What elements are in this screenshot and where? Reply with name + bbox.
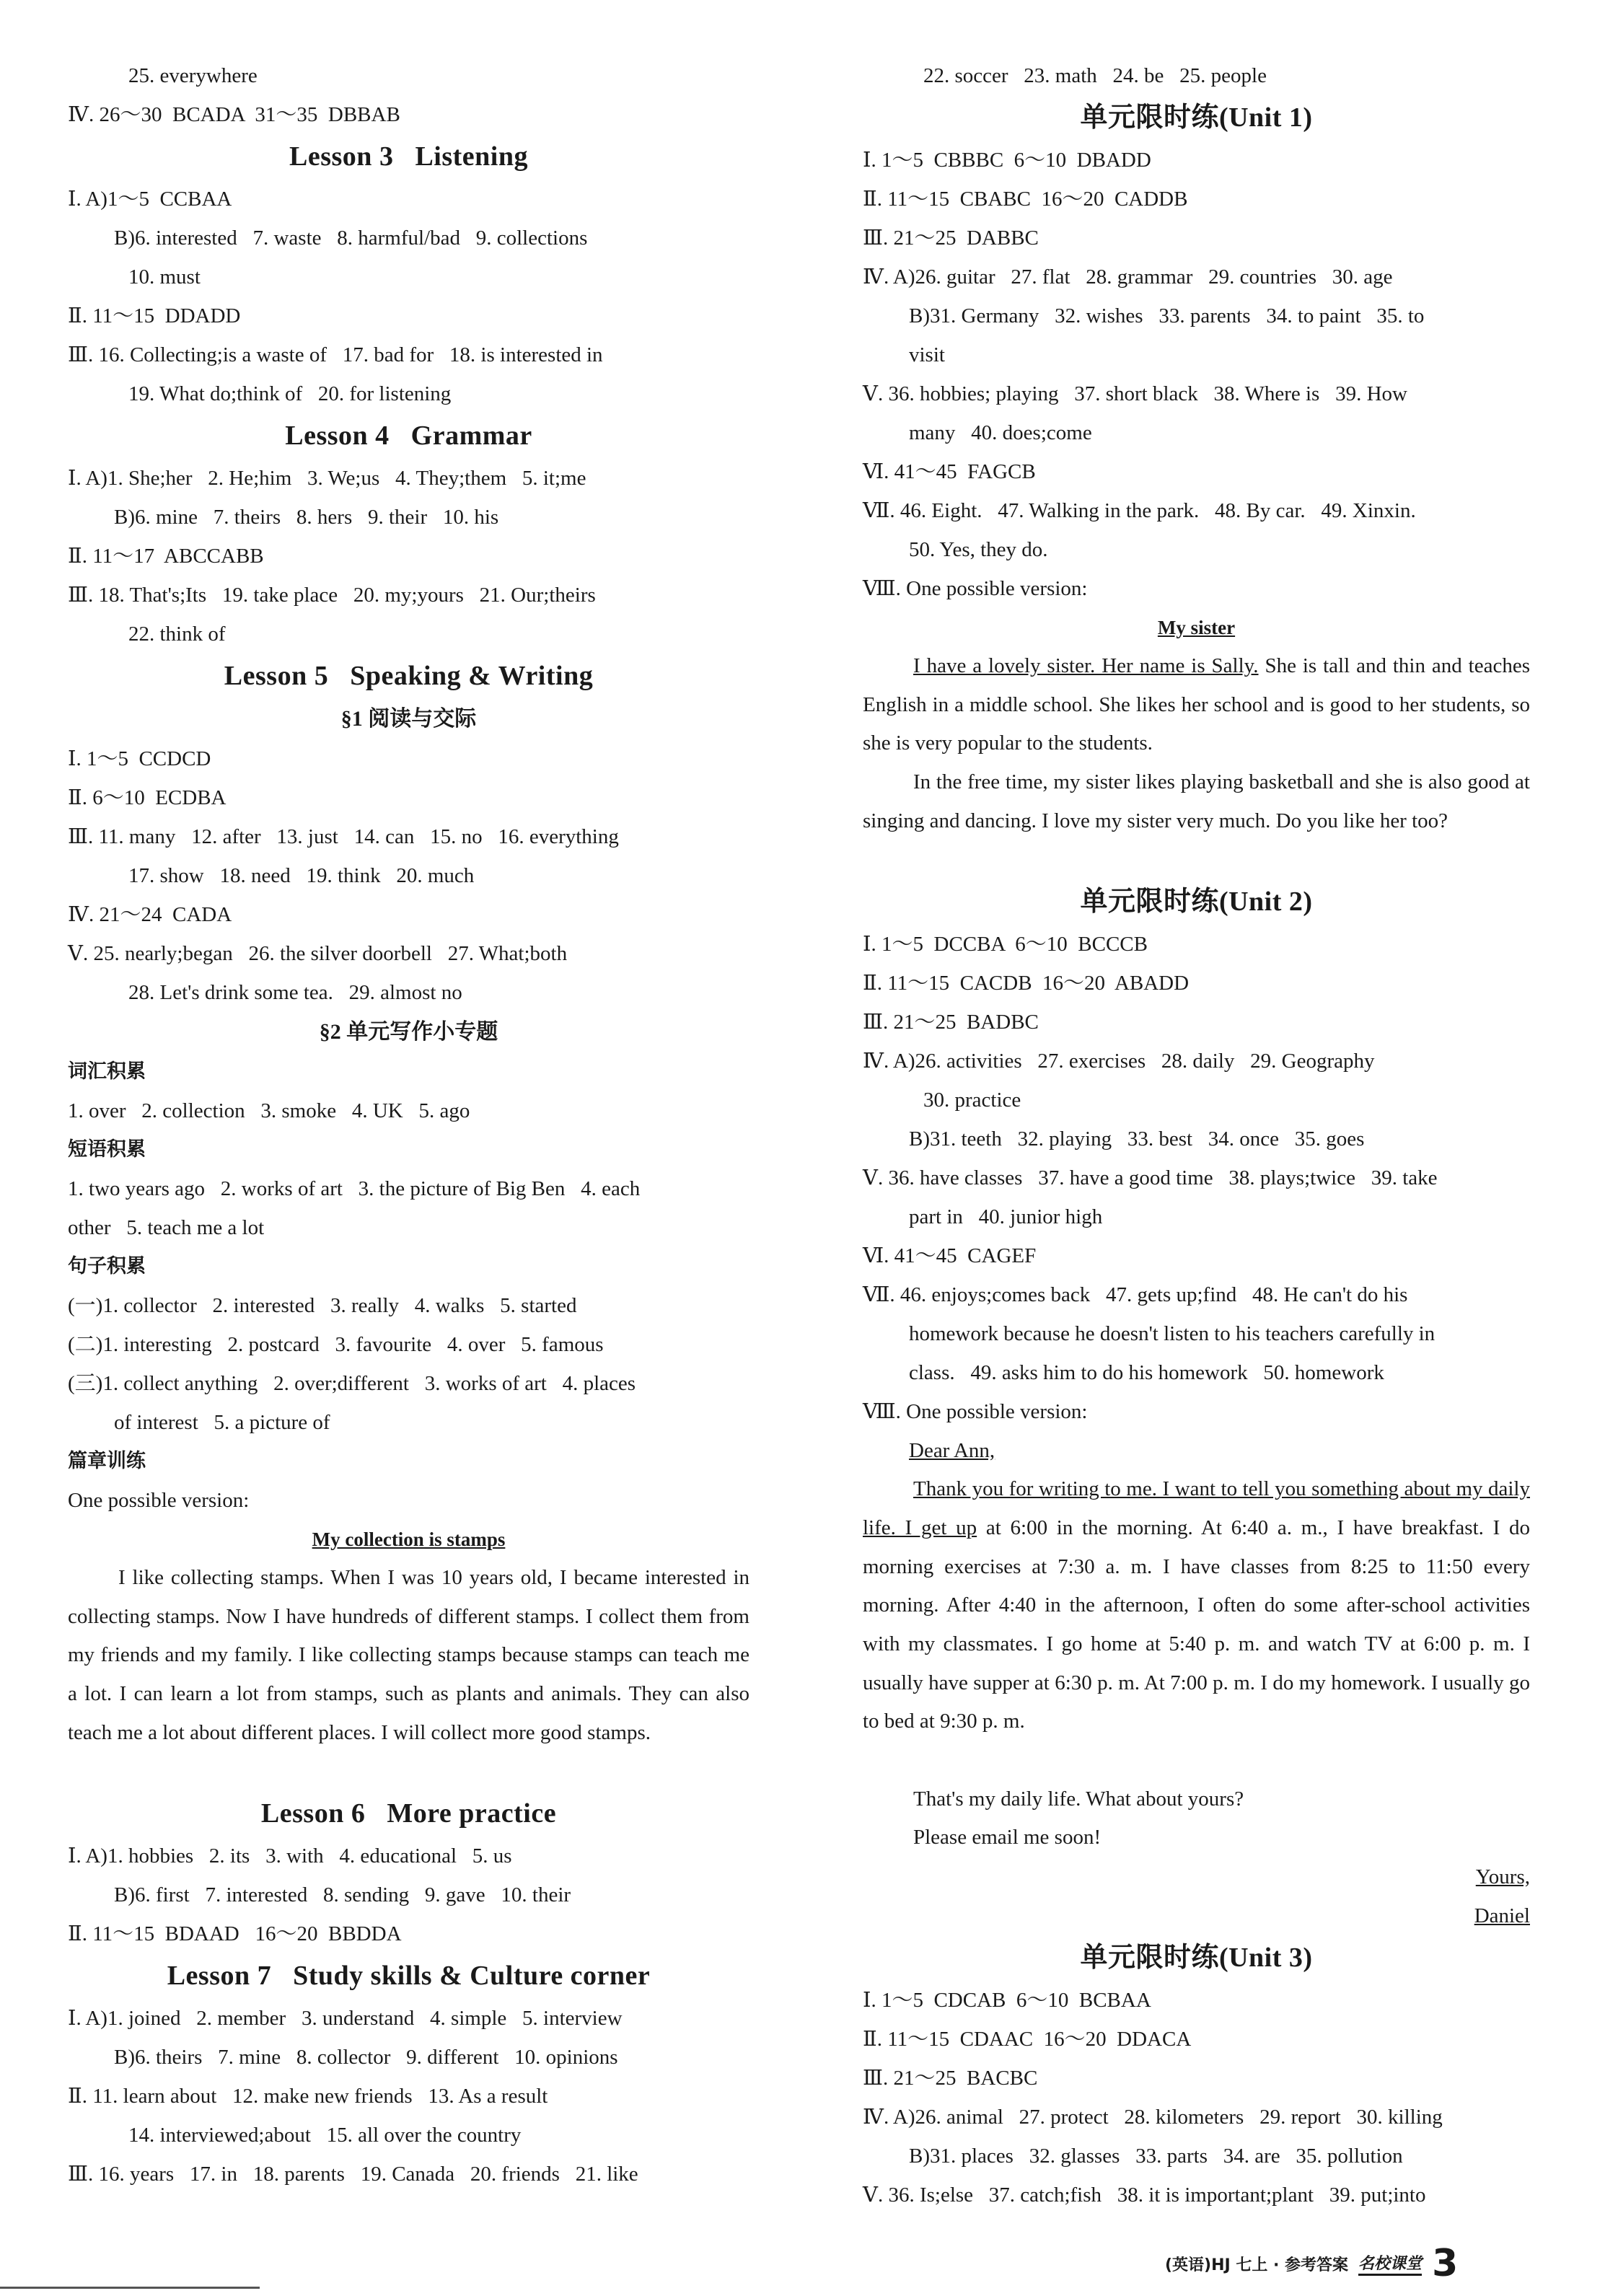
answer-line: Ⅱ. 11～15 CDAAC 16～20 DDACA xyxy=(863,2028,1192,2051)
right-column xyxy=(863,56,1530,2214)
answer-line: Dear Ann, xyxy=(909,1439,995,1463)
answer-line: One possible version: xyxy=(68,1489,250,1512)
essay-title xyxy=(68,1520,749,1559)
answer-line: B)31. places 32. glasses 33. parts 34. are 35. pollution xyxy=(909,2145,1403,2168)
answer-line: B)31. teeth 32. playing 33. best 34. once 35. goes xyxy=(909,1127,1365,1151)
answer-line: Ⅳ. A)26. guitar 27. flat 28. grammar 29. countries 30. age xyxy=(863,265,1393,289)
answer-line: Ⅵ. 41～45 CAGEF xyxy=(863,1244,1037,1268)
paragraph-text: at 6:00 in the morning. At 6:40 a. m., I have breakfast. I do morning exercises at 7:30 a. m. I have classes from 8:25 to 11:50 every morning. After 4:40 in the afternoon, I often do some after-school activities with my classmates. I go home at 5:40 p. m. and watch TV at 6:00 p. m. I usually have supper at 6:30 p. m. At 7:00 p. m. I do my homework. I usually go to bed at 9:30 p. m. xyxy=(863,1516,1530,1733)
answer-line: Ⅶ. 46. Eight. 47. Walking in the park. 48. By car. 49. Xinxin. xyxy=(863,499,1416,522)
answer-line: B)6. mine 7. theirs 8. hers 9. their 10. his xyxy=(114,506,499,529)
answer-line: Ⅰ. 1～5 CBBBC 6～10 DBADD xyxy=(863,149,1151,172)
answer-line: many 40. does;come xyxy=(909,421,1092,444)
answer-line: Ⅳ. A)26. activities 27. exercises 28. daily 29. Geography xyxy=(863,1050,1375,1073)
signoff-text: Yours, xyxy=(1475,1865,1530,1889)
answer-line: Ⅰ. 1～5 DCCBA 6～10 BCCCB xyxy=(863,933,1148,956)
answer-line: Ⅱ. 11～15 CBABC 16～20 CADDB xyxy=(863,188,1188,211)
essay-paragraph xyxy=(863,647,1530,763)
answer-line: (一)1. collector 2. interested 3. really 4. walks 5. started xyxy=(68,1294,577,1317)
category-label: 短语积累 xyxy=(68,1138,146,1161)
answer-line: Ⅰ. 1～5 CCDCD xyxy=(68,747,211,770)
answer-line: Ⅰ. A)1. joined 2. member 3. understand 4. simple 5. interview xyxy=(68,2007,623,2031)
signoff-text: Daniel xyxy=(1474,1904,1530,1928)
section-heading: 单元限时练(Unit 3) xyxy=(1080,1943,1313,1974)
answer-line: Ⅲ. 21～25 BACBC xyxy=(863,2067,1038,2090)
answer-line: of interest 5. a picture of xyxy=(114,1411,330,1434)
letter-signoff xyxy=(863,1857,1530,1896)
answer-line: homework because he doesn't listen to his teachers carefully in xyxy=(909,1322,1435,1346)
answer-line: Ⅵ. 41～45 FAGCB xyxy=(863,460,1036,483)
section-heading: Lesson 3 Listening xyxy=(289,141,528,172)
answer-line: Ⅱ. 11～15 BDAAD 16～20 BBDDA xyxy=(68,1922,402,1946)
answer-line: other 5. teach me a lot xyxy=(68,1216,265,1239)
answer-line: Ⅷ. One possible version: xyxy=(863,1400,1088,1424)
answer-line: 50. Yes, they do. xyxy=(909,538,1048,561)
category-label: 篇章训练 xyxy=(68,1450,146,1472)
answer-line: B)6. theirs 7. mine 8. collector 9. different 10. opinions xyxy=(114,2046,618,2070)
essay-title-text: My collection is stamps xyxy=(312,1529,506,1550)
answer-line: 19. What do;think of 20. for listening xyxy=(128,382,452,405)
answer-line: Ⅲ. 16. Collecting;is a waste of 17. bad for 18. is interested in xyxy=(68,343,603,366)
underlined-sentence: I have a lovely sister. Her name is Sally. xyxy=(913,654,1259,677)
section-heading: Lesson 7 Study skills & Culture corner xyxy=(167,1961,651,1992)
answer-line: Ⅳ. 21～24 CADA xyxy=(68,903,232,926)
answer-line: Ⅴ. 36. hobbies; playing 37. short black 38. Where is 39. How xyxy=(863,382,1407,405)
answer-line: class. 49. asks him to do his homework 50. homework xyxy=(909,1361,1384,1385)
bottom-rule xyxy=(0,2287,260,2289)
answer-line: B)6. interested 7. waste 8. harmful/bad 9. collections xyxy=(114,226,588,250)
answer-line: Ⅲ. 16. years 17. in 18. parents 19. Canada 20. friends 21. like xyxy=(68,2163,638,2186)
answer-line: Ⅱ. 11～17 ABCCABB xyxy=(68,545,264,568)
essay-paragraph xyxy=(68,1559,749,1791)
essay-paragraph xyxy=(863,1470,1530,1780)
answer-line: Ⅴ. 25. nearly;began 26. the silver doorbell 27. What;both xyxy=(68,942,568,965)
answer-line: 28. Let's drink some tea. 29. almost no xyxy=(128,981,462,1004)
answer-line: 22. think of xyxy=(128,623,226,646)
section-heading: Lesson 5 Speaking & Writing xyxy=(224,661,594,691)
answer-line: part in 40. junior high xyxy=(909,1205,1103,1229)
answer-line: 25. everywhere xyxy=(128,64,258,87)
page-footer xyxy=(1165,2242,1458,2285)
page-number: 3 xyxy=(1432,2242,1459,2285)
paragraph-text: She is tall and thin and teaches English in a middle school. She likes her school and is good to her students, so she is very popular to the students. xyxy=(863,654,1530,755)
answer-line: visit xyxy=(909,343,945,366)
subsection-heading: §1 阅读与交际 xyxy=(340,707,477,731)
paragraph-text: Please email me soon! xyxy=(913,1826,1102,1849)
left-column xyxy=(68,56,749,2194)
essay-paragraph xyxy=(863,1780,1530,1819)
paragraph-text: I like collecting stamps. When I was 10 years old, I became interested in collecting stamps. Now I have hundreds of different stamps. I collect them from my friends and my family. I like collecting stamps because stamps can teach me a lot. I can learn a lot from stamps, such as plants and animals. They can also teach me a lot about different places. I will collect more good stamps. xyxy=(68,1566,749,1744)
essay-paragraph xyxy=(863,1818,1530,1857)
section-heading: 单元限时练(Unit 2) xyxy=(1080,887,1313,918)
letter-signoff xyxy=(863,1896,1530,1935)
underlined-sentence: Thank you for writing to me. I want to tell you something about my daily life. I get up xyxy=(863,1477,1530,1539)
essay-paragraph xyxy=(863,763,1530,879)
paragraph-text: That's my daily life. What about yours? xyxy=(913,1787,1244,1811)
answer-line: B)31. Germany 32. wishes 33. parents 34. to paint 35. to xyxy=(909,304,1425,327)
category-label: 句子积累 xyxy=(68,1255,146,1277)
answer-line: Ⅲ. 11. many 12. after 13. just 14. can 15. no 16. everything xyxy=(68,825,619,848)
answer-line: (三)1. collect anything 2. over;different 3. works of art 4. places xyxy=(68,1372,636,1395)
answer-line: Ⅰ. 1～5 CDCAB 6～10 BCBAA xyxy=(863,1989,1151,2013)
answer-line: Ⅱ. 11～15 DDADD xyxy=(68,304,241,327)
answer-line: 1. two years ago 2. works of art 3. the picture of Big Ben 4. each xyxy=(68,1177,641,1200)
answer-line: Ⅲ. 21～25 BADBC xyxy=(863,1011,1039,1034)
footer-logo: 名校课堂 xyxy=(1358,2251,1422,2276)
answer-line: Ⅱ. 11. learn about 12. make new friends 13. As a result xyxy=(68,2085,548,2108)
answer-line: Ⅰ. A)1. She;her 2. He;him 3. We;us 4. They;them 5. it;me xyxy=(68,467,586,490)
answer-line: 22. soccer 23. math 24. be 25. people xyxy=(923,64,1267,87)
answer-line: 10. must xyxy=(128,265,201,289)
category-label: 词汇积累 xyxy=(68,1060,146,1083)
answer-line: Ⅲ. 21～25 DABBC xyxy=(863,226,1039,250)
answer-line: Ⅴ. 36. have classes 37. have a good time 38. plays;twice 39. take xyxy=(863,1166,1438,1190)
section-heading: Lesson 4 Grammar xyxy=(285,421,532,451)
essay-title xyxy=(863,608,1530,647)
paragraph-text: In the free time, my sister likes playing basketball and she is also good at singing and dancing. I love my sister very much. Do you like her too? xyxy=(863,770,1530,832)
answer-line: B)6. first 7. interested 8. sending 9. gave 10. their xyxy=(114,1883,571,1907)
answer-line: Ⅷ. One possible version: xyxy=(863,577,1088,600)
answer-line: 17. show 18. need 19. think 20. much xyxy=(128,864,475,887)
answer-line: (二)1. interesting 2. postcard 3. favourite 4. over 5. famous xyxy=(68,1333,604,1356)
answer-line: Ⅳ. 26～30 BCADA 31～35 DBBAB xyxy=(68,103,400,126)
answer-line: Ⅴ. 36. Is;else 37. catch;fish 38. it is important;plant 39. put;into xyxy=(863,2183,1426,2207)
answer-line: Ⅳ. A)26. animal 27. protect 28. kilometers 29. report 30. killing xyxy=(863,2106,1443,2129)
subsection-heading: §2 单元写作小专题 xyxy=(319,1020,498,1044)
essay-title-text: My sister xyxy=(1157,617,1236,638)
answer-line: Ⅲ. 18. That's;Its 19. take place 20. my;yours 21. Our;theirs xyxy=(68,584,596,607)
section-heading: 单元限时练(Unit 1) xyxy=(1080,102,1313,133)
answer-line: Ⅶ. 46. enjoys;comes back 47. gets up;find 48. He can't do his xyxy=(863,1283,1408,1307)
footer-label: (英语)HJ 七上 · 参考答案 xyxy=(1165,2256,1349,2274)
answer-line: Ⅰ. A)1. hobbies 2. its 3. with 4. educational 5. us xyxy=(68,1844,512,1868)
answer-line: 1. over 2. collection 3. smoke 4. UK 5. ago xyxy=(68,1099,470,1122)
answer-line: 14. interviewed;about 15. all over the country xyxy=(128,2124,522,2147)
answer-line: Ⅱ. 6～10 ECDBA xyxy=(68,786,227,809)
answer-line: Ⅰ. A)1～5 CCBAA xyxy=(68,188,232,211)
answer-line: 30. practice xyxy=(923,1088,1021,1112)
section-heading: Lesson 6 More practice xyxy=(260,1798,557,1829)
answer-line: Ⅱ. 11～15 CACDB 16～20 ABADD xyxy=(863,972,1190,995)
